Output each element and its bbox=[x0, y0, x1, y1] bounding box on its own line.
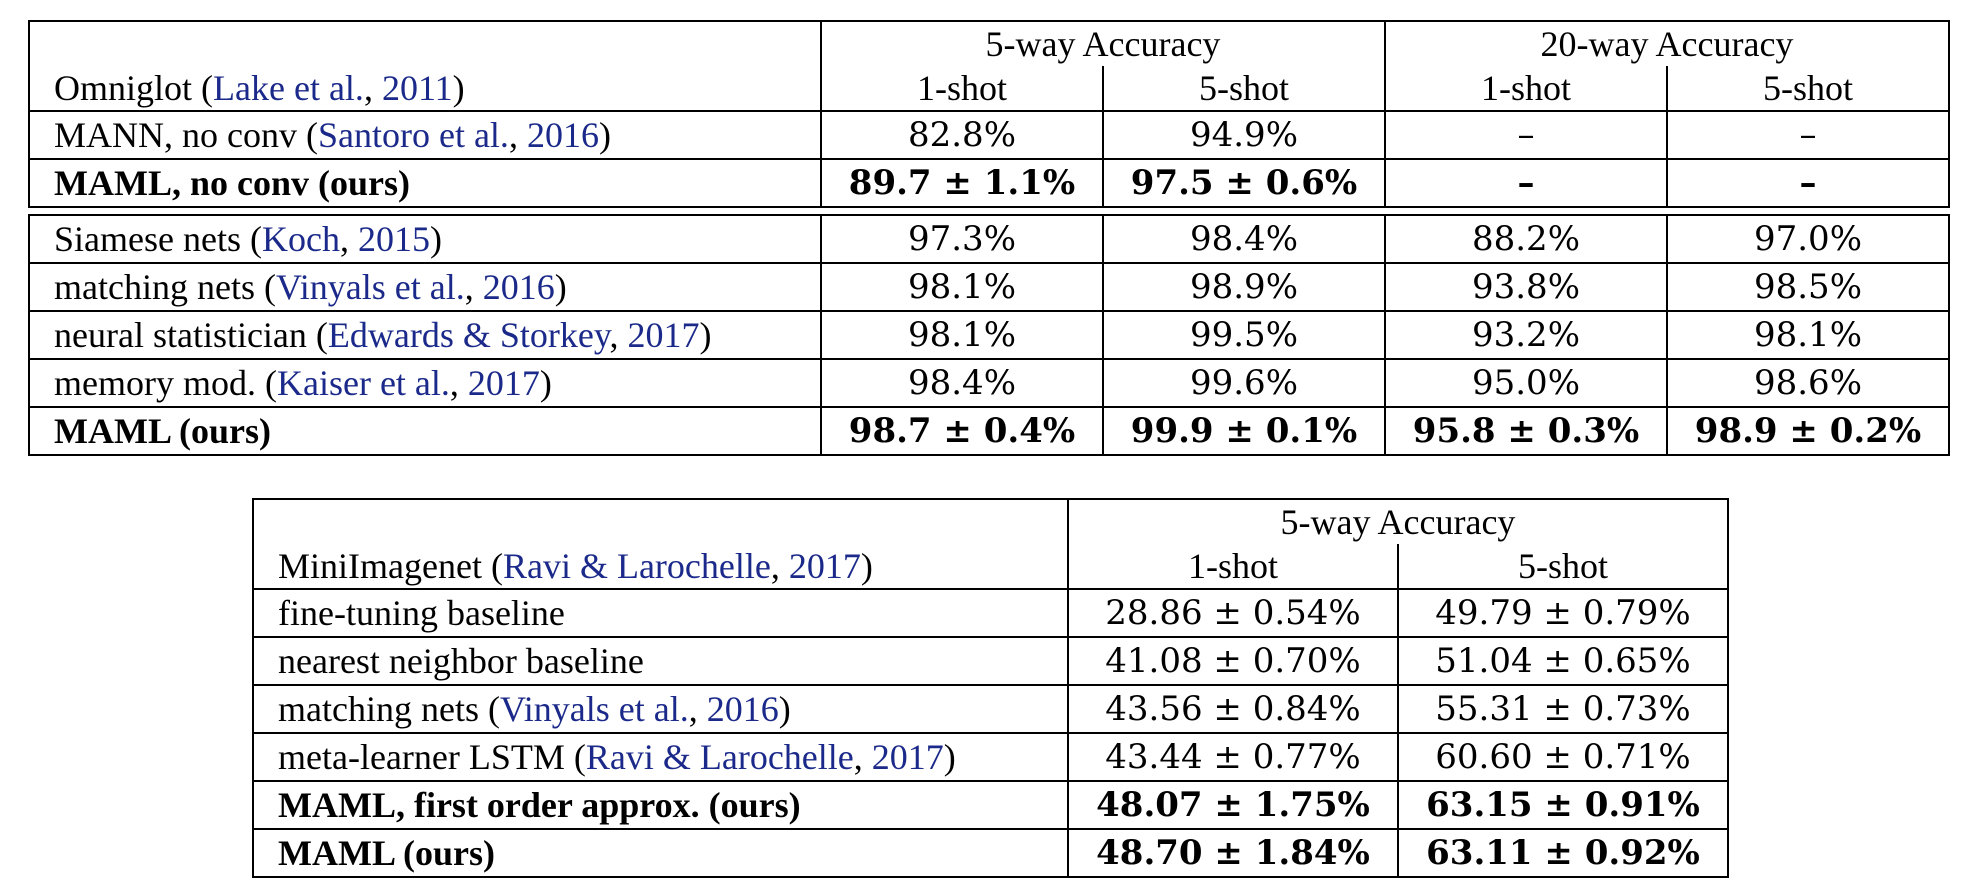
method-cell: matching nets (Vinyals et al., 2016) bbox=[253, 685, 1068, 733]
accuracy-cell: 63.15 ± 0.91% bbox=[1398, 781, 1728, 829]
dataset-header: MiniImagenet (Ravi & Larochelle, 2017) bbox=[253, 544, 1068, 589]
citation-year-link[interactable]: 2016 bbox=[482, 267, 555, 307]
accuracy-cell: 55.31 ± 0.73% bbox=[1398, 685, 1728, 733]
accuracy-cell: 89.7 ± 1.1% bbox=[821, 159, 1103, 207]
accuracy-cell: 99.6% bbox=[1103, 359, 1385, 407]
citation-author-link[interactable]: Koch bbox=[261, 219, 340, 259]
accuracy-cell: 98.7 ± 0.4% bbox=[821, 407, 1103, 455]
dataset-ref-author[interactable]: Ravi & Larochelle bbox=[502, 546, 771, 586]
dataset-ref-year[interactable]: 2017 bbox=[788, 546, 861, 586]
citation-author-link[interactable]: Vinyals et al. bbox=[499, 689, 689, 729]
accuracy-cell: 99.9 ± 0.1% bbox=[1103, 407, 1385, 455]
citation-year-link[interactable]: 2017 bbox=[467, 363, 540, 403]
method-name: meta-learner LSTM bbox=[278, 737, 574, 777]
accuracy-cell: 98.1% bbox=[1667, 311, 1949, 359]
accuracy-cell: 43.56 ± 0.84% bbox=[1068, 685, 1398, 733]
method-cell: memory mod. (Kaiser et al., 2017) bbox=[29, 359, 821, 407]
accuracy-cell: 93.2% bbox=[1385, 311, 1667, 359]
accuracy-cell: 95.0% bbox=[1385, 359, 1667, 407]
accuracy-cell: 82.8% bbox=[821, 111, 1103, 159]
accuracy-cell: 98.9% bbox=[1103, 263, 1385, 311]
col-header-5shot: 5-shot bbox=[1103, 66, 1385, 111]
table-row bbox=[29, 111, 1949, 159]
accuracy-cell: 98.4% bbox=[1103, 215, 1385, 263]
method-cell: MANN, no conv (Santoro et al., 2016) bbox=[29, 111, 821, 159]
method-cell: Siamese nets (Koch, 2015) bbox=[29, 215, 821, 263]
method-name: fine-tuning baseline bbox=[278, 593, 565, 633]
table-row bbox=[29, 215, 1949, 263]
citation-author-link[interactable]: Vinyals et al. bbox=[275, 267, 465, 307]
accuracy-cell: – bbox=[1385, 111, 1667, 159]
accuracy-cell: 98.4% bbox=[821, 359, 1103, 407]
accuracy-cell: 43.44 ± 0.77% bbox=[1068, 733, 1398, 781]
table-row bbox=[29, 311, 1949, 359]
omniglot-results-table bbox=[28, 20, 1950, 456]
accuracy-cell: 41.08 ± 0.70% bbox=[1068, 637, 1398, 685]
citation-year-link[interactable]: 2015 bbox=[357, 219, 430, 259]
accuracy-cell: – bbox=[1385, 159, 1667, 207]
method-name: MAML, first order approx. (ours) bbox=[278, 785, 801, 825]
table-row bbox=[29, 159, 1949, 207]
table-row bbox=[253, 733, 1728, 781]
accuracy-cell: 97.3% bbox=[821, 215, 1103, 263]
accuracy-cell: 60.60 ± 0.71% bbox=[1398, 733, 1728, 781]
method-cell: meta-learner LSTM (Ravi & Larochelle, 2017) bbox=[253, 733, 1068, 781]
accuracy-cell: 93.8% bbox=[1385, 263, 1667, 311]
table-row bbox=[253, 781, 1728, 829]
dataset-ref-author[interactable]: Lake et al. bbox=[213, 68, 364, 108]
method-name: MAML (ours) bbox=[54, 411, 271, 451]
accuracy-cell: 95.8 ± 0.3% bbox=[1385, 407, 1667, 455]
accuracy-cell: 97.0% bbox=[1667, 215, 1949, 263]
col-header-1shot: 1-shot bbox=[1385, 66, 1667, 111]
citation-author-link[interactable]: Edwards & Storkey bbox=[327, 315, 610, 355]
dataset-header: Omniglot (Lake et al., 2011) bbox=[29, 66, 821, 111]
method-name: nearest neighbor baseline bbox=[278, 641, 644, 681]
method-name: Siamese nets bbox=[54, 219, 250, 259]
table-row bbox=[253, 637, 1728, 685]
accuracy-cell: 88.2% bbox=[1385, 215, 1667, 263]
col-header-5shot: 5-shot bbox=[1398, 544, 1728, 589]
table-row bbox=[253, 829, 1728, 877]
miniimagenet-results-table bbox=[252, 498, 1729, 878]
table-row bbox=[29, 263, 1949, 311]
dataset-name: Omniglot bbox=[54, 68, 193, 108]
col-header-5shot: 5-shot bbox=[1667, 66, 1949, 111]
method-cell: matching nets (Vinyals et al., 2016) bbox=[29, 263, 821, 311]
method-cell bbox=[29, 159, 821, 207]
method-cell bbox=[253, 781, 1068, 829]
accuracy-cell: 98.6% bbox=[1667, 359, 1949, 407]
table-row bbox=[253, 685, 1728, 733]
citation-author-link[interactable]: Santoro et al. bbox=[317, 115, 509, 155]
accuracy-cell: 97.5 ± 0.6% bbox=[1103, 159, 1385, 207]
method-name: matching nets bbox=[278, 689, 488, 729]
method-name: MAML, no conv (ours) bbox=[54, 163, 410, 203]
accuracy-cell: 49.79 ± 0.79% bbox=[1398, 589, 1728, 637]
method-cell bbox=[29, 407, 821, 455]
table-row bbox=[253, 589, 1728, 637]
accuracy-cell: 51.04 ± 0.65% bbox=[1398, 637, 1728, 685]
accuracy-cell: – bbox=[1667, 159, 1949, 207]
citation-author-link[interactable]: Kaiser et al. bbox=[276, 363, 450, 403]
method-name: memory mod. bbox=[54, 363, 265, 403]
citation-year-link[interactable]: 2016 bbox=[706, 689, 779, 729]
method-name: MAML (ours) bbox=[278, 833, 495, 873]
dataset-name: MiniImagenet bbox=[278, 546, 482, 586]
citation-author-link[interactable]: Ravi & Larochelle bbox=[585, 737, 854, 777]
header-5way-accuracy: 5-way Accuracy bbox=[1068, 499, 1728, 544]
accuracy-cell: 98.5% bbox=[1667, 263, 1949, 311]
accuracy-cell: 98.9 ± 0.2% bbox=[1667, 407, 1949, 455]
accuracy-cell: 48.70 ± 1.84% bbox=[1068, 829, 1398, 877]
col-header-1shot: 1-shot bbox=[821, 66, 1103, 111]
header-20way-accuracy: 20-way Accuracy bbox=[1385, 21, 1949, 66]
accuracy-cell: 28.86 ± 0.54% bbox=[1068, 589, 1398, 637]
method-name: neural statistician bbox=[54, 315, 316, 355]
dataset-ref-year[interactable]: 2011 bbox=[381, 68, 453, 108]
accuracy-cell: 98.1% bbox=[821, 311, 1103, 359]
citation-year-link[interactable]: 2017 bbox=[627, 315, 700, 355]
table-row bbox=[29, 359, 1949, 407]
accuracy-cell: 99.5% bbox=[1103, 311, 1385, 359]
method-cell bbox=[253, 589, 1068, 637]
header-5way-accuracy: 5-way Accuracy bbox=[821, 21, 1385, 66]
method-name: MANN, no conv bbox=[54, 115, 306, 155]
method-cell bbox=[253, 829, 1068, 877]
table-row bbox=[29, 407, 1949, 455]
accuracy-cell: 94.9% bbox=[1103, 111, 1385, 159]
citation-year-link[interactable]: 2017 bbox=[871, 737, 944, 777]
method-cell bbox=[253, 637, 1068, 685]
citation-year-link[interactable]: 2016 bbox=[526, 115, 599, 155]
method-name: matching nets bbox=[54, 267, 264, 307]
method-cell: neural statistician (Edwards & Storkey, 2017) bbox=[29, 311, 821, 359]
accuracy-cell: 98.1% bbox=[821, 263, 1103, 311]
col-header-1shot: 1-shot bbox=[1068, 544, 1398, 589]
accuracy-cell: – bbox=[1667, 111, 1949, 159]
accuracy-cell: 48.07 ± 1.75% bbox=[1068, 781, 1398, 829]
accuracy-cell: 63.11 ± 0.92% bbox=[1398, 829, 1728, 877]
